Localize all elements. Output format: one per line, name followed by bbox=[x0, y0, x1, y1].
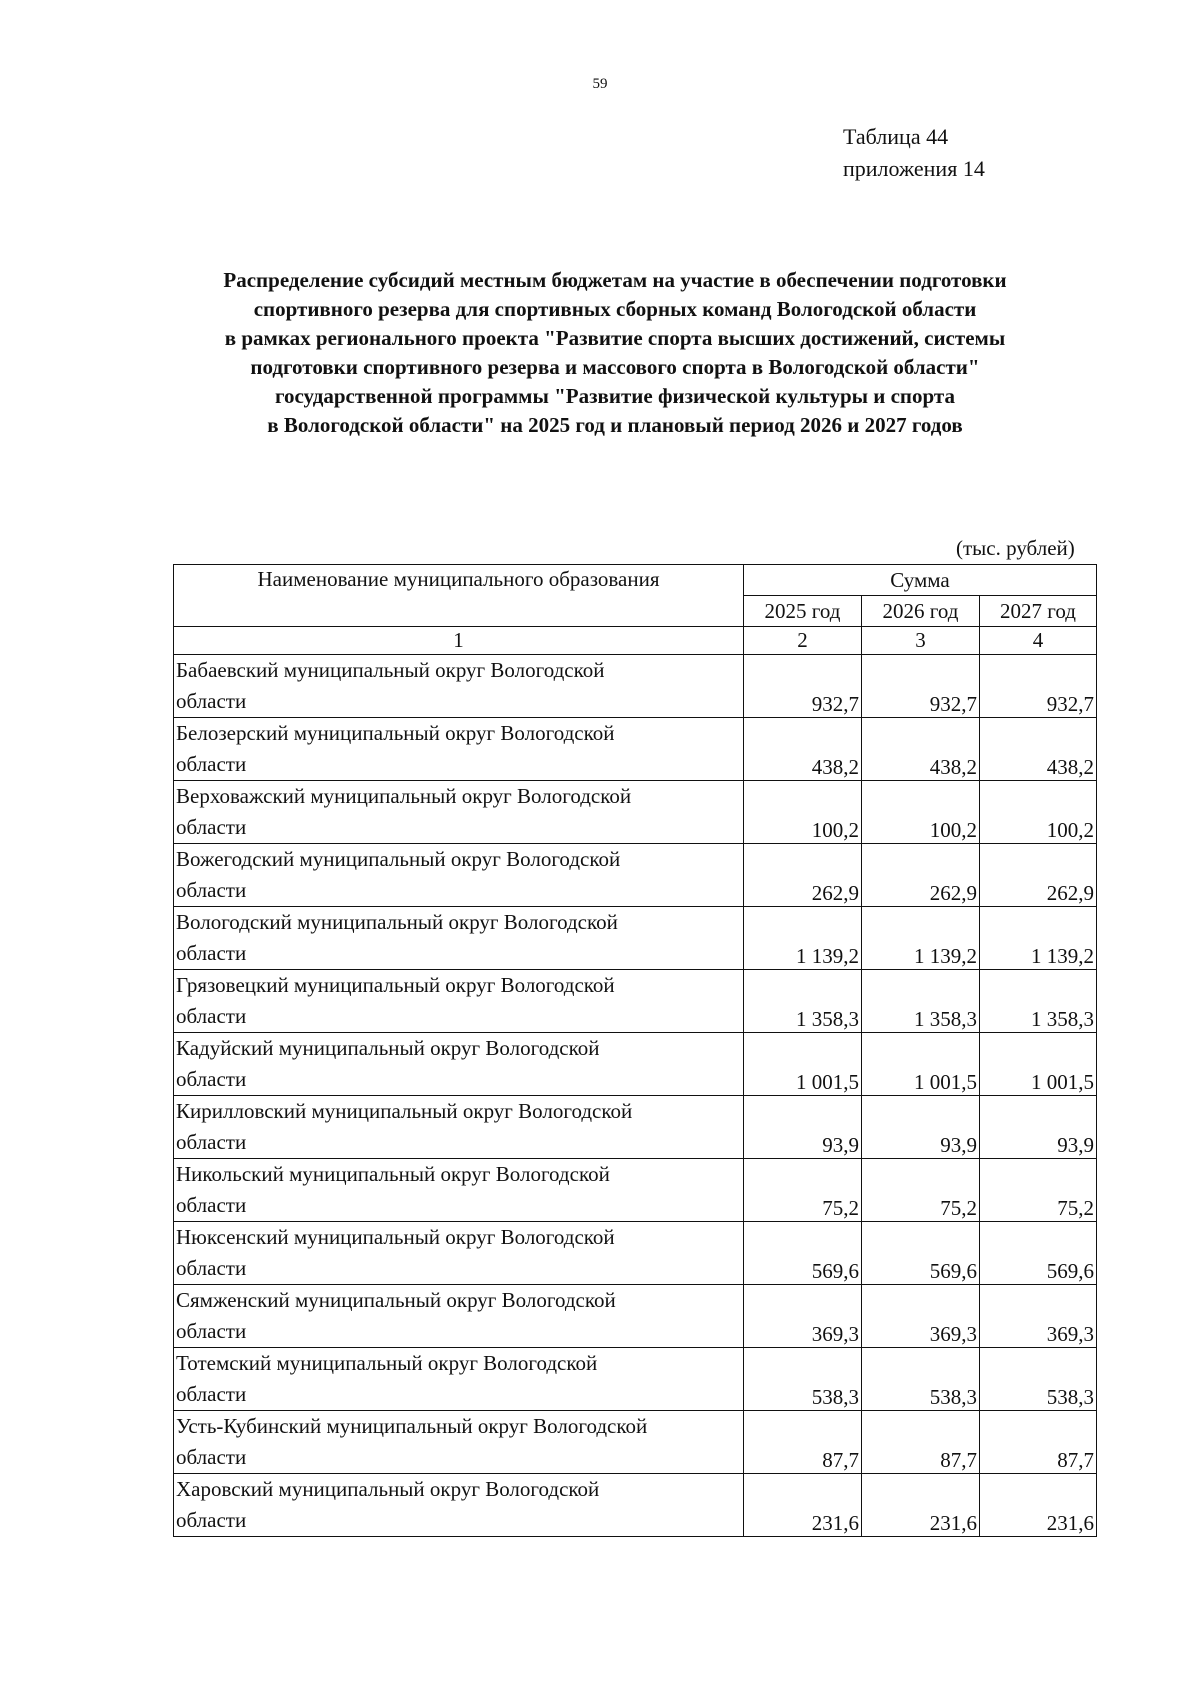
value-2026: 438,2 bbox=[862, 718, 980, 781]
municipality-name-line1: Вожегодский муниципальный округ Вологодской bbox=[176, 847, 621, 871]
table-row bbox=[174, 655, 1097, 718]
municipality-name-line2: области bbox=[176, 1256, 247, 1280]
municipality-name-line1: Грязовецкий муниципальный округ Вологодской bbox=[176, 973, 615, 997]
value-2025: 93,9 bbox=[744, 1096, 862, 1159]
municipality-name-line2: области bbox=[176, 1130, 247, 1154]
title-line: в рамках регионального проекта "Развитие спорта высших достижений, системы bbox=[224, 326, 1006, 350]
table-row bbox=[174, 1033, 1097, 1096]
table-reference-line: приложения 14 bbox=[843, 156, 985, 181]
value-2026: 93,9 bbox=[862, 1096, 980, 1159]
value-2026: 1 358,3 bbox=[862, 970, 980, 1033]
value-2027: 231,6 bbox=[980, 1474, 1097, 1537]
value-2025: 1 001,5 bbox=[744, 1033, 862, 1096]
municipality-name bbox=[174, 1285, 744, 1348]
value-2027: 569,6 bbox=[980, 1222, 1097, 1285]
title-line: Распределение субсидий местным бюджетам на участие в обеспечении подготовки bbox=[223, 268, 1007, 292]
value-2026: 87,7 bbox=[862, 1411, 980, 1474]
value-2027: 1 358,3 bbox=[980, 970, 1097, 1033]
municipality-name bbox=[174, 1033, 744, 1096]
title-line: подготовки спортивного резерва и массового спорта в Вологодской области" bbox=[250, 355, 980, 379]
value-2025: 438,2 bbox=[744, 718, 862, 781]
value-2027: 538,3 bbox=[980, 1348, 1097, 1411]
value-2027: 87,7 bbox=[980, 1411, 1097, 1474]
header-year-2025: 2025 год bbox=[744, 596, 862, 627]
value-2025: 569,6 bbox=[744, 1222, 862, 1285]
municipality-name bbox=[174, 781, 744, 844]
value-2027: 932,7 bbox=[980, 655, 1097, 718]
column-number: 1 bbox=[174, 627, 744, 655]
value-2026: 262,9 bbox=[862, 844, 980, 907]
municipality-name bbox=[174, 655, 744, 718]
municipality-name-line2: области bbox=[176, 752, 247, 776]
municipality-name-line1: Бабаевский муниципальный округ Вологодской bbox=[176, 658, 605, 682]
value-2027: 1 139,2 bbox=[980, 907, 1097, 970]
value-2025: 100,2 bbox=[744, 781, 862, 844]
header-municipality: Наименование муниципального образования bbox=[174, 565, 744, 627]
table-row bbox=[174, 1285, 1097, 1348]
municipality-name-line1: Усть-Кубинский муниципальный округ Вологодской bbox=[176, 1414, 648, 1438]
value-2026: 932,7 bbox=[862, 655, 980, 718]
value-2026: 569,6 bbox=[862, 1222, 980, 1285]
table-row bbox=[174, 1411, 1097, 1474]
municipality-name-line2: области bbox=[176, 1508, 247, 1532]
municipality-name bbox=[174, 970, 744, 1033]
municipality-name-line2: области bbox=[176, 689, 247, 713]
value-2025: 262,9 bbox=[744, 844, 862, 907]
municipality-name-line1: Верховажский муниципальный округ Вологодской bbox=[176, 784, 632, 808]
table-row bbox=[174, 1348, 1097, 1411]
municipality-name bbox=[174, 1411, 744, 1474]
municipality-name-line2: области bbox=[176, 1193, 247, 1217]
value-2025: 231,6 bbox=[744, 1474, 862, 1537]
page-number: 59 bbox=[592, 76, 608, 92]
value-2027: 93,9 bbox=[980, 1096, 1097, 1159]
municipality-name-line2: области bbox=[176, 1445, 247, 1469]
value-2026: 369,3 bbox=[862, 1285, 980, 1348]
table-row bbox=[174, 781, 1097, 844]
municipality-name-line1: Кадуйский муниципальный округ Вологодской bbox=[176, 1036, 600, 1060]
value-2027: 438,2 bbox=[980, 718, 1097, 781]
value-2025: 75,2 bbox=[744, 1159, 862, 1222]
value-2025: 932,7 bbox=[744, 655, 862, 718]
municipality-name-line2: области bbox=[176, 1382, 247, 1406]
value-2026: 231,6 bbox=[862, 1474, 980, 1537]
table-row bbox=[174, 907, 1097, 970]
municipality-name-line2: области bbox=[176, 815, 247, 839]
title-line: спортивного резерва для спортивных сборных команд Вологодской области bbox=[253, 297, 977, 321]
municipality-name bbox=[174, 1096, 744, 1159]
table-row bbox=[174, 1222, 1097, 1285]
value-2027: 262,9 bbox=[980, 844, 1097, 907]
municipality-name-line2: области bbox=[176, 1004, 247, 1028]
column-number: 4 bbox=[980, 627, 1097, 655]
table-row bbox=[174, 970, 1097, 1033]
table-reference-line: Таблица 44 bbox=[843, 124, 949, 149]
municipality-name-line1: Вологодский муниципальный округ Вологодской bbox=[176, 910, 618, 934]
title-line: государственной программы "Развитие физической культуры и спорта bbox=[274, 384, 956, 408]
municipality-name bbox=[174, 718, 744, 781]
table-row bbox=[174, 844, 1097, 907]
value-2027: 369,3 bbox=[980, 1285, 1097, 1348]
municipality-name-line1: Тотемский муниципальный округ Вологодской bbox=[176, 1351, 598, 1375]
value-2027: 1 001,5 bbox=[980, 1033, 1097, 1096]
municipality-name bbox=[174, 844, 744, 907]
municipality-name-line2: области bbox=[176, 1067, 247, 1091]
header-year-2026: 2026 год bbox=[862, 596, 980, 627]
value-2025: 1 358,3 bbox=[744, 970, 862, 1033]
value-2025: 87,7 bbox=[744, 1411, 862, 1474]
table-row bbox=[174, 1096, 1097, 1159]
municipality-name-line1: Кирилловский муниципальный округ Вологодской bbox=[176, 1099, 633, 1123]
municipality-name bbox=[174, 1222, 744, 1285]
value-2025: 1 139,2 bbox=[744, 907, 862, 970]
column-number: 3 bbox=[862, 627, 980, 655]
municipality-name-line1: Сямженский муниципальный округ Вологодской bbox=[176, 1288, 616, 1312]
value-2027: 75,2 bbox=[980, 1159, 1097, 1222]
value-2026: 1 001,5 bbox=[862, 1033, 980, 1096]
municipality-name-line2: области bbox=[176, 878, 247, 902]
table-row bbox=[174, 1474, 1097, 1537]
table-row bbox=[174, 1159, 1097, 1222]
column-number: 2 bbox=[744, 627, 862, 655]
subsidy-table bbox=[173, 564, 1097, 1537]
value-2025: 538,3 bbox=[744, 1348, 862, 1411]
value-2025: 369,3 bbox=[744, 1285, 862, 1348]
table-body bbox=[174, 655, 1097, 1537]
municipality-name-line2: области bbox=[176, 1319, 247, 1343]
header-sum: Сумма bbox=[744, 565, 1097, 596]
units-label: (тыс. рублей) bbox=[956, 536, 1075, 560]
municipality-name-line2: области bbox=[176, 941, 247, 965]
municipality-name bbox=[174, 1159, 744, 1222]
table-reference bbox=[843, 121, 985, 185]
value-2026: 538,3 bbox=[862, 1348, 980, 1411]
value-2026: 1 139,2 bbox=[862, 907, 980, 970]
municipality-name-line1: Белозерский муниципальный округ Вологодской bbox=[176, 721, 615, 745]
municipality-name bbox=[174, 1348, 744, 1411]
municipality-name bbox=[174, 1474, 744, 1537]
title-line: в Вологодской области" на 2025 год и плановый период 2026 и 2027 годов bbox=[267, 413, 963, 437]
header-year-2027: 2027 год bbox=[980, 596, 1097, 627]
municipality-name bbox=[174, 907, 744, 970]
municipality-name-line1: Харовский муниципальный округ Вологодской bbox=[176, 1477, 600, 1501]
value-2026: 75,2 bbox=[862, 1159, 980, 1222]
value-2027: 100,2 bbox=[980, 781, 1097, 844]
municipality-name-line1: Нюксенский муниципальный округ Вологодской bbox=[176, 1225, 615, 1249]
document-title bbox=[150, 266, 1080, 440]
value-2026: 100,2 bbox=[862, 781, 980, 844]
municipality-name-line1: Никольский муниципальный округ Вологодской bbox=[176, 1162, 610, 1186]
table-row bbox=[174, 718, 1097, 781]
